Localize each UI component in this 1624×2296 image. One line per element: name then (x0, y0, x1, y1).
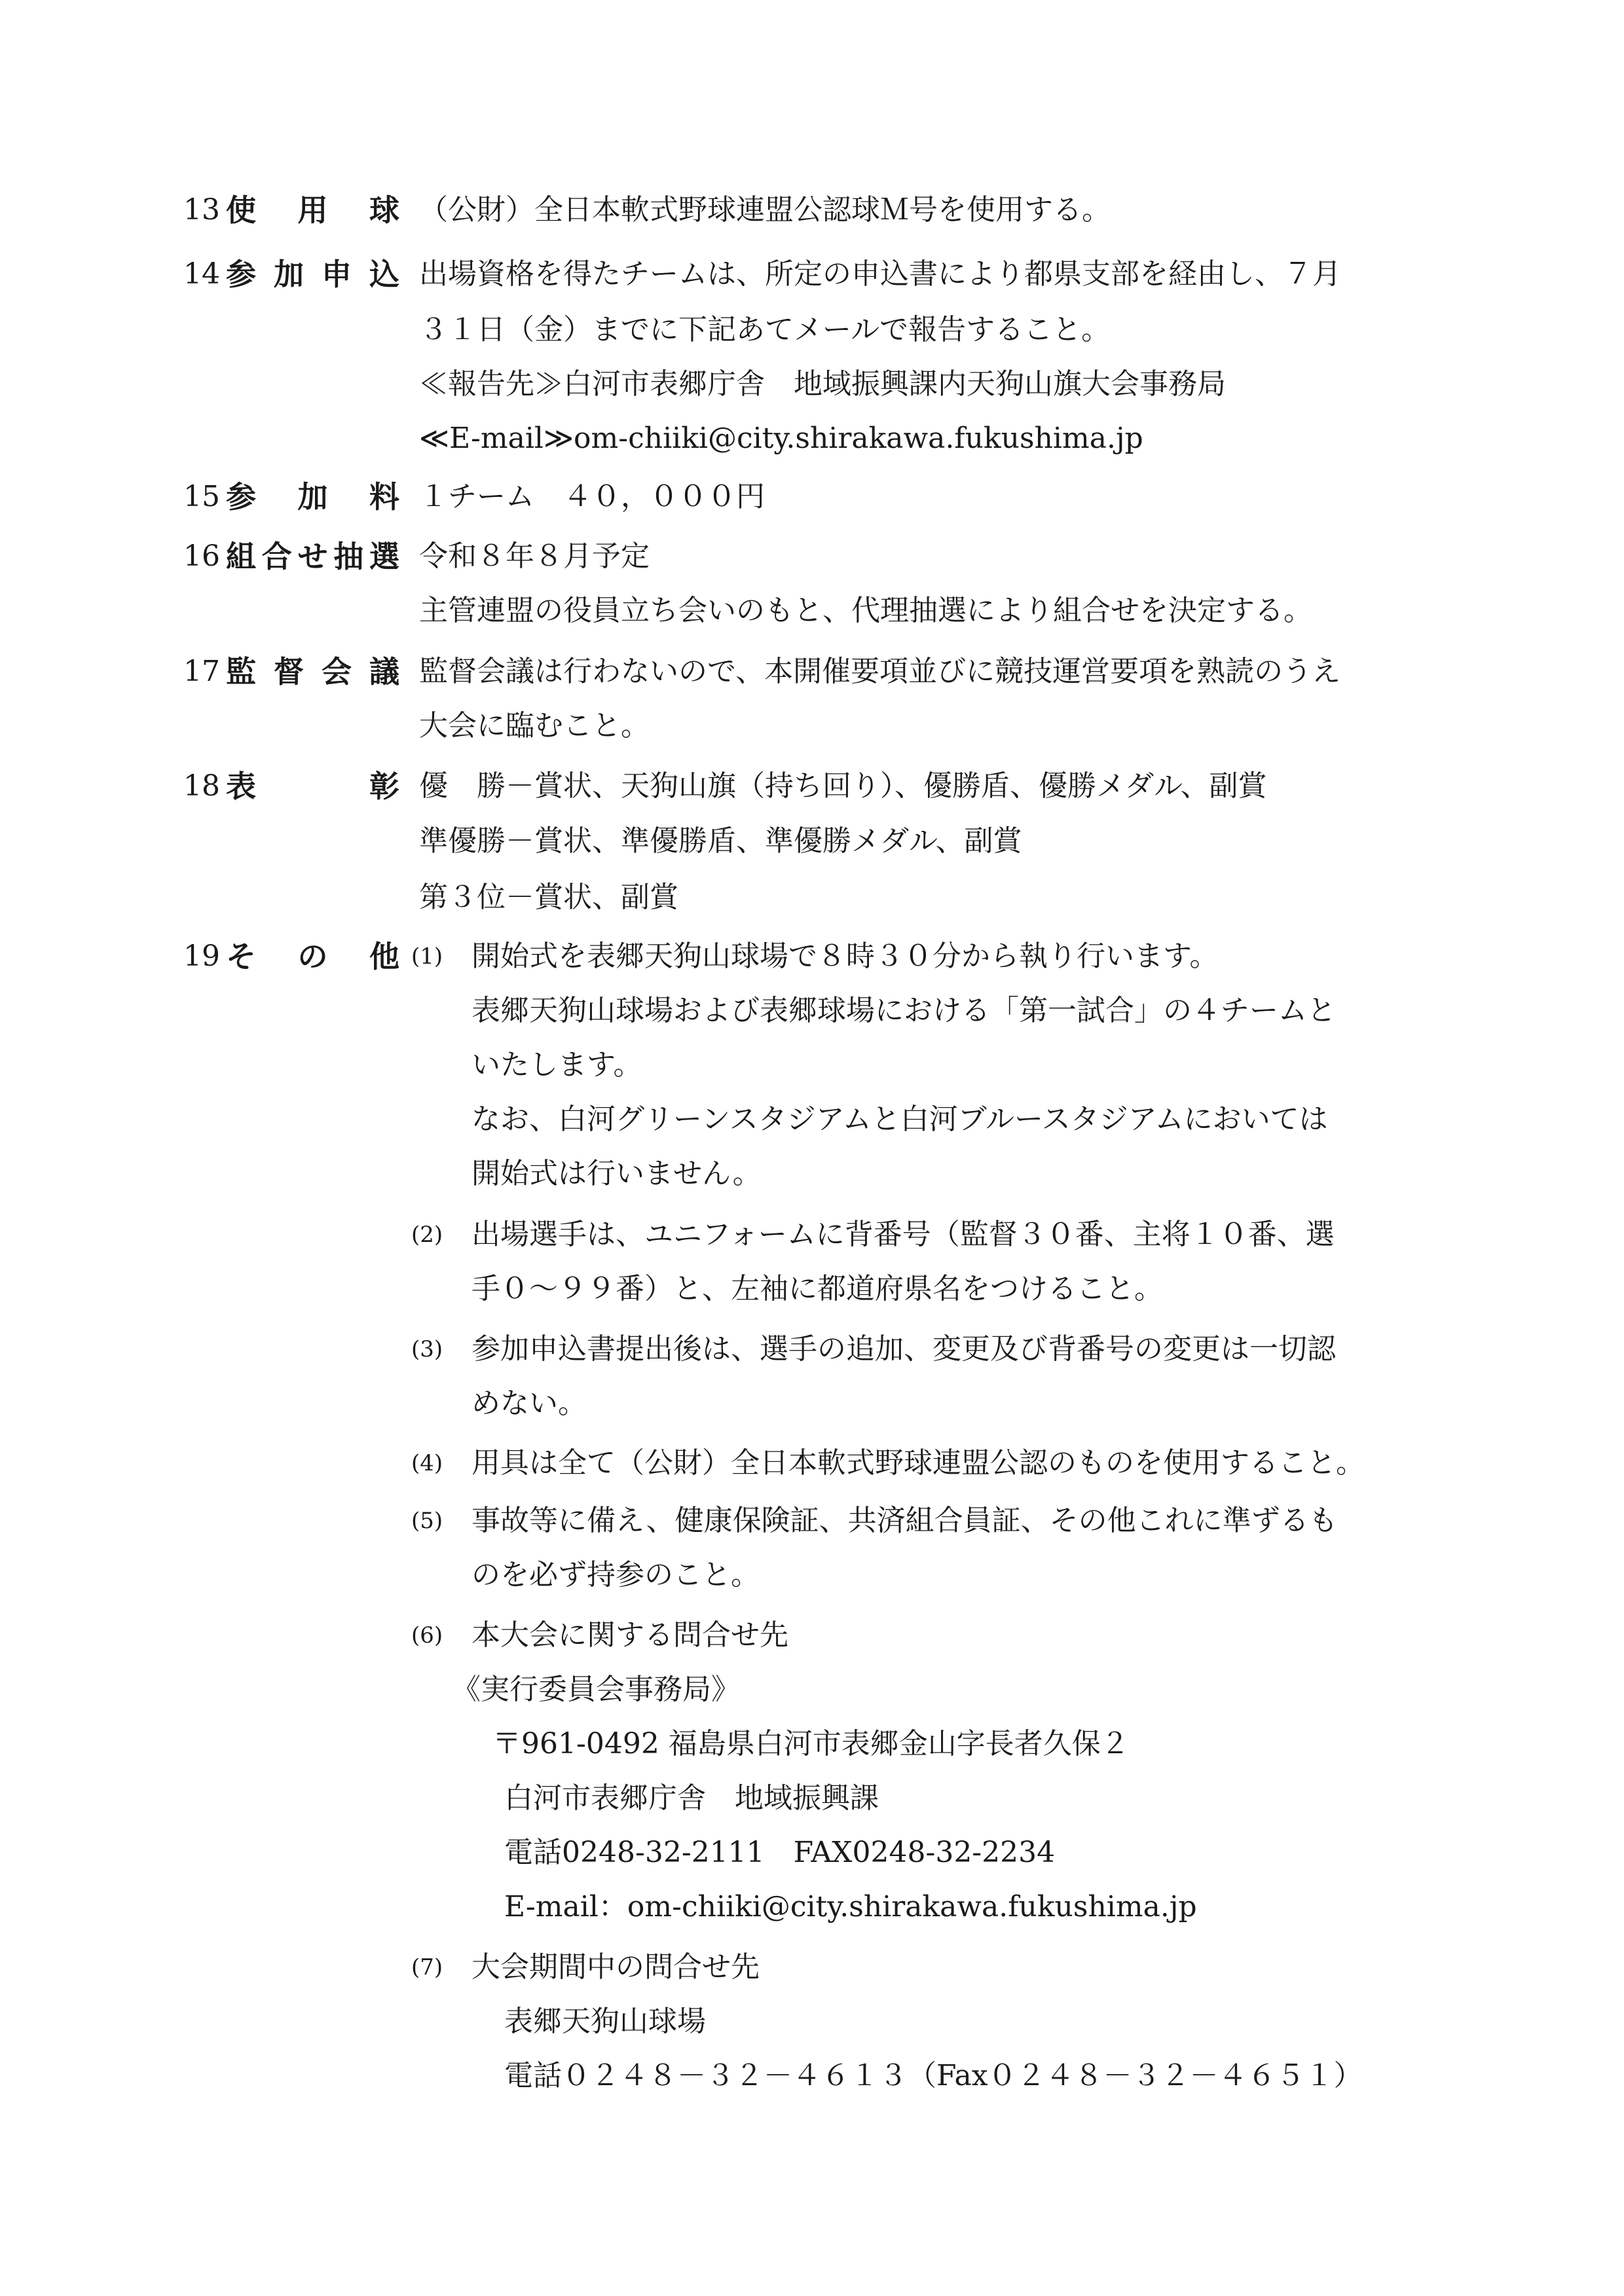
item-text: 開始式は行いません。 (471, 1157, 762, 1190)
email-address: E-mail：om-chiiki@city.shirakawa.fukushima.jp (504, 1890, 1197, 1923)
item-marker: (5) (411, 1508, 443, 1534)
section-heading: そ の 他 (226, 939, 399, 974)
item-text: 事故等に備え、健康保険証、共済組合員証、その他これに準ずるも (471, 1504, 1338, 1537)
office-name: 《実行委員会事務局》 (452, 1673, 740, 1706)
section-number: 18 (183, 769, 220, 803)
section-heading: 表 彰 (226, 769, 399, 804)
item-text: いたします。 (471, 1048, 642, 1082)
item-text: 表郷天狗山球場および表郷球場における「第一試合」の４チームと (471, 994, 1336, 1027)
item-marker: (2) (411, 1222, 443, 1248)
department-name: 白河市表郷庁舎 地域振興課 (504, 1781, 879, 1815)
item-text: 本大会に関する問合せ先 (471, 1618, 788, 1652)
section-text: 監督会議は行わないので、本開催要項並びに競技運営要項を熟読のうえ (419, 655, 1341, 688)
item-marker: (1) (411, 943, 443, 970)
item-text: めない。 (471, 1387, 587, 1420)
venue-name: 表郷天狗山球場 (504, 2005, 706, 2038)
award-third: 第３位－賞状、副賞 (419, 881, 678, 914)
award-runner-up: 準優勝－賞状、準優勝盾、準優勝メダル、副賞 (419, 824, 1022, 858)
section-text: 出場資格を得たチームは、所定の申込書により都県支部を経由し、７月 (419, 257, 1341, 291)
section-number: 16 (183, 539, 220, 573)
section-heading: 組 合 せ 抽 選 (226, 539, 399, 574)
item-marker: (3) (411, 1336, 443, 1362)
item-text: 開始式を表郷天狗山球場で８時３０分から執り行います。 (471, 939, 1219, 973)
section-heading: 使 用 球 (226, 192, 399, 228)
item-text: 参加申込書提出後は、選手の追加、変更及び背番号の変更は一切認 (471, 1332, 1336, 1366)
section-number: 19 (183, 939, 220, 973)
venue-phone: 電話０２４８－３２－４６１３（Fax０２４８－３２－４６５１） (504, 2059, 1363, 2092)
section-number: 13 (183, 193, 220, 227)
item-marker: (7) (411, 1954, 443, 1980)
section-text: 主管連盟の役員立ち会いのもと、代理抽選により組合せを決定する。 (419, 594, 1312, 627)
item-text: 出場選手は、ユニフォームに背番号（監督３０番、主将１０番、選 (471, 1218, 1335, 1251)
section-text: １チーム ４０，０００円 (419, 480, 765, 513)
section-text: （公財）全日本軟式野球連盟公認球Ｍ号を使用する。 (419, 193, 1111, 227)
phone-fax: 電話0248-32-2111 FAX0248-32-2234 (504, 1836, 1056, 1869)
section-text: ３１日（金）までに下記あてメールで報告すること。 (419, 313, 1111, 346)
item-marker: (4) (411, 1450, 443, 1476)
section-text: 大会に臨むこと。 (419, 709, 650, 742)
report-destination: ≪報告先≫白河市表郷庁舎 地域振興課内天狗山旗大会事務局 (419, 367, 1226, 401)
section-text: 令和８年８月予定 (419, 539, 650, 573)
section-heading: 参 加 料 (226, 479, 399, 515)
report-email: ≪E-mail≫om-chiiki@city.shirakawa.fukushima.jp (419, 422, 1143, 455)
item-text: のを必ず持参のこと。 (471, 1558, 760, 1592)
item-marker: (6) (411, 1622, 443, 1649)
postal-address: 〒961-0492 福島県白河市表郷金山字長者久保２ (492, 1727, 1130, 1760)
section-number: 17 (183, 655, 220, 688)
award-winner: 優 勝－賞状、天狗山旗（持ち回り）、優勝盾、優勝メダル、副賞 (419, 769, 1267, 803)
item-text: なお、白河グリーンスタジアムと白河ブルースタジアムにおいては (471, 1102, 1328, 1136)
section-heading: 監 督 会 議 (226, 654, 399, 689)
item-text: 用具は全て（公財）全日本軟式野球連盟公認のものを使用すること。 (471, 1446, 1365, 1480)
item-text: 大会期間中の問合せ先 (471, 1950, 760, 1984)
section-number: 15 (183, 480, 220, 513)
section-heading: 参 加 申 込 (226, 257, 399, 292)
item-text: 手０～９９番）と、左袖に都道府県名をつけること。 (471, 1272, 1163, 1305)
section-number: 14 (183, 257, 220, 291)
